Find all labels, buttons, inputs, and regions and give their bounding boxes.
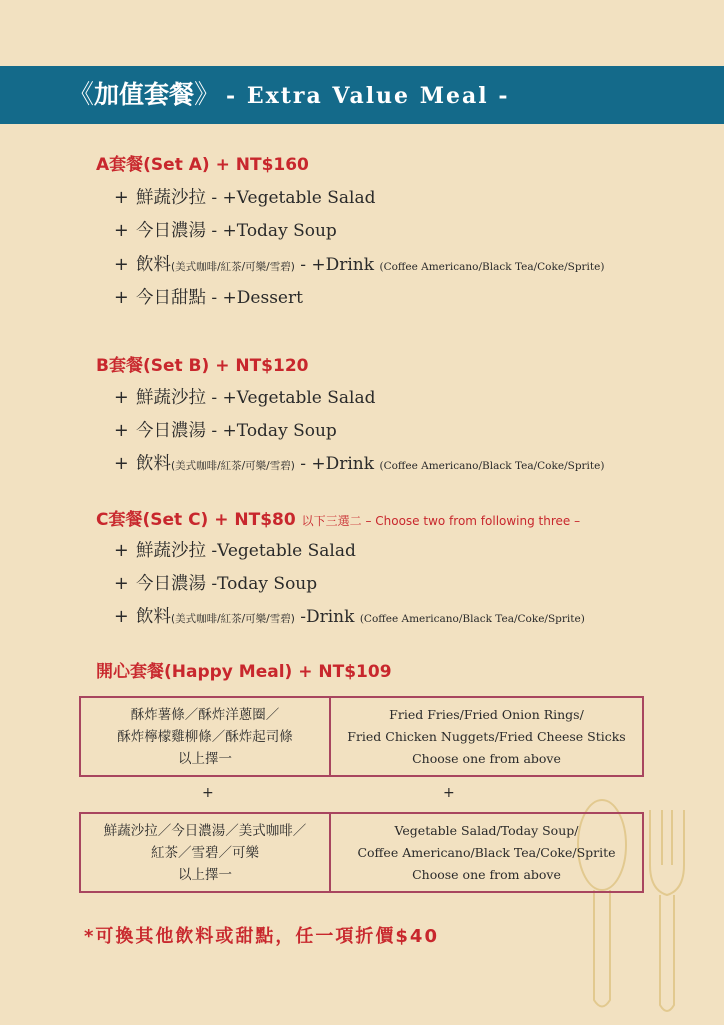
set-a-item: + 今日甜點 - +Dessert <box>114 288 303 308</box>
set-a-item: + 飲料(美式咖啡/紅茶/可樂/雪碧) - +Drink (Coffee Americano/Black Tea/Coke/Sprite) <box>114 255 605 275</box>
set-a-heading: A套餐(Set A) + NT$160 <box>96 155 309 175</box>
set-c-note: 以下三選二 – Choose two from following three – <box>301 514 581 528</box>
plus-icon: + <box>114 607 129 627</box>
happy-meal-heading: 開心套餐(Happy Meal) + NT$109 <box>96 662 392 682</box>
set-b-item: + 飲料(美式咖啡/紅茶/可樂/雪碧) - +Drink (Coffee Americano/Black Tea/Coke/Sprite) <box>114 454 605 474</box>
set-c-item: + 今日濃湯 -Today Soup <box>114 574 318 594</box>
plus-icon: + <box>114 421 129 441</box>
set-a-item: + 鮮蔬沙拉 - +Vegetable Salad <box>114 188 376 208</box>
banner-title-zh: 加值套餐 <box>94 80 195 109</box>
plus-icon: + <box>114 388 129 408</box>
set-b-item: + 今日濃湯 - +Today Soup <box>114 421 337 441</box>
plus-icon: + <box>114 288 129 308</box>
banner-title <box>68 66 509 124</box>
header-banner <box>0 66 724 124</box>
banner-title-en: - Extra Value Meal - <box>226 83 510 109</box>
set-b-item: + 鮮蔬沙拉 - +Vegetable Salad <box>114 388 376 408</box>
plus-sign-left: + <box>202 785 214 801</box>
set-a-item: + 今日濃湯 - +Today Soup <box>114 221 337 241</box>
plus-icon: + <box>114 255 129 275</box>
plus-sign-right: + <box>443 785 455 801</box>
plus-icon: + <box>114 188 129 208</box>
box-cell-zh: 酥炸薯條／酥炸洋蔥圈／ 酥炸檸檬雞柳條／酥炸起司條 以上擇一 <box>81 698 331 775</box>
bracket-left: 《 <box>68 80 95 110</box>
box-cell-zh: 鮮蔬沙拉／今日濃湯／美式咖啡／ 紅茶／雪碧／可樂 以上擇一 <box>81 814 331 891</box>
set-c-item: + 鮮蔬沙拉 -Vegetable Salad <box>114 541 356 561</box>
box-cell-en: Vegetable Salad/Today Soup/ Coffee Americano/Black Tea/Coke/Sprite Choose one from above <box>357 822 616 882</box>
plus-icon: + <box>114 221 129 241</box>
plus-icon: + <box>114 574 129 594</box>
footnote: *可換其他飲料或甜點，任一項折價$40 <box>84 926 439 947</box>
set-b-heading: B套餐(Set B) + NT$120 <box>96 356 309 376</box>
plus-icon: + <box>114 541 129 561</box>
happy-meal-box-sides <box>79 696 644 777</box>
bracket-right: 》 <box>194 80 221 110</box>
happy-meal-box-drinks <box>79 812 644 893</box>
box-cell-en: Fried Fries/Fried Onion Rings/ Fried Chicken Nuggets/Fried Cheese Sticks Choose one from above <box>347 706 626 766</box>
set-c-item: + 飲料(美式咖啡/紅茶/可樂/雪碧) -Drink (Coffee Americano/Black Tea/Coke/Sprite) <box>114 607 585 627</box>
plus-icon: + <box>114 454 129 474</box>
set-c-heading: C套餐(Set C) + NT$80 以下三選二 – Choose two from following three – <box>96 510 581 530</box>
